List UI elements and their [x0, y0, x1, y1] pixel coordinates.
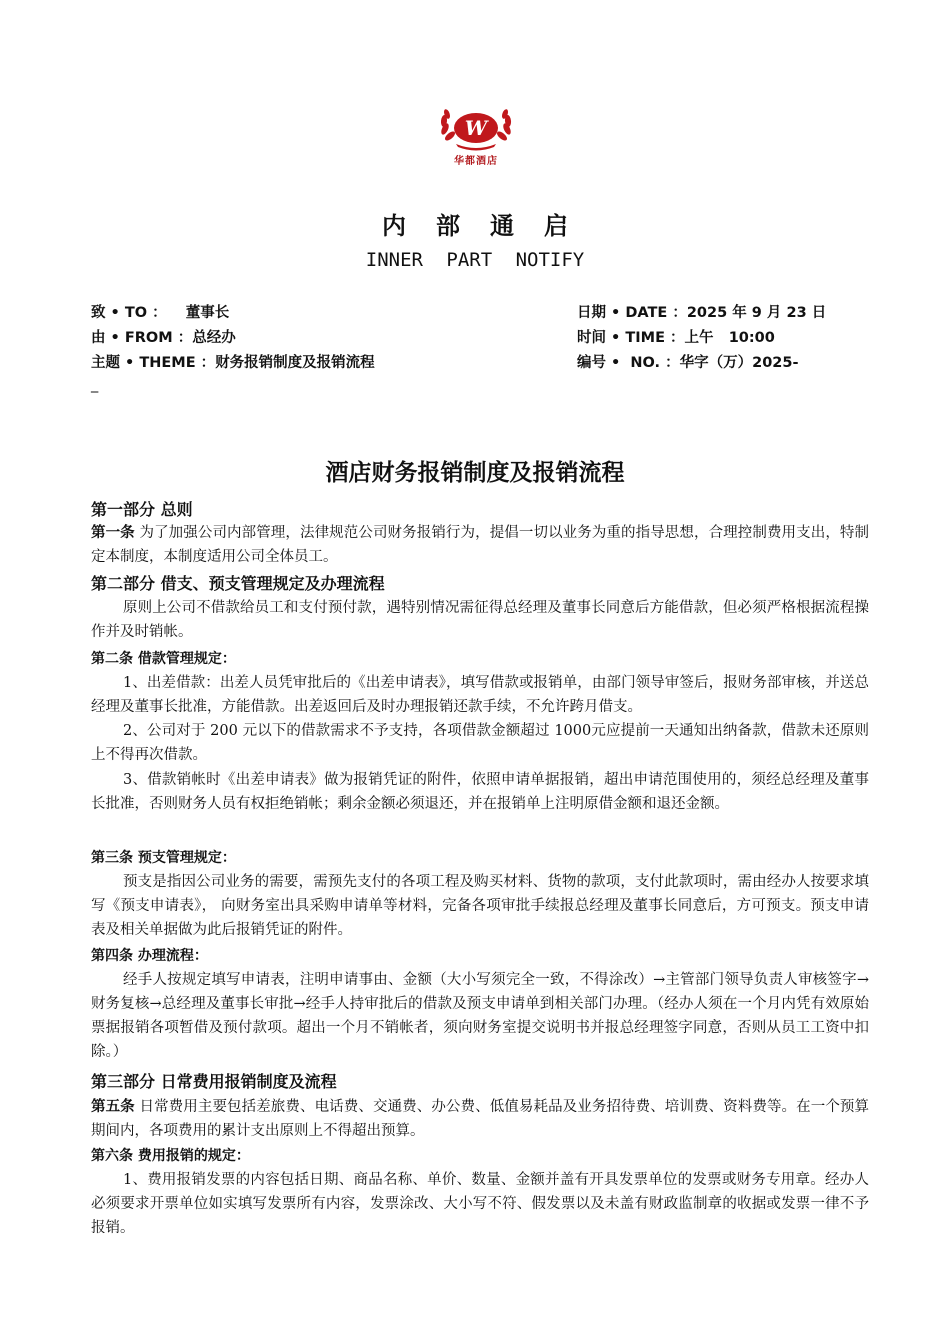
time-field: [577, 326, 775, 347]
number-value: 华字（万）2025-: [679, 355, 799, 371]
date-label: 日期 • DATE ：: [577, 305, 687, 321]
article5-text: 日常费用主要包括差旅费、电话费、交通费、办公费、低值易耗品及业务招待费、培训费、资料费等。在一个预算期间内，各项费用的累计支出原则上不得超出预算。: [91, 1099, 869, 1139]
article5-paragraph: [91, 1095, 869, 1143]
article3-text: 预支是指因公司业务的需要，需预先支付的各项工程及购买材料、货物的款项，支付此款项时，需由经办人按要求填写《预支申请表》， 向财务室出具采购申请单等材料，完备各项审批手续报总经理及董事长同意后，方可预支。预支申请表及相关单据做为此后报销凭证的附件。: [91, 874, 869, 938]
article4-heading: 第四条 办理流程：: [91, 948, 208, 964]
article5-label: 第五条: [91, 1099, 135, 1115]
notice-title-cn: 内部通启: [382, 211, 598, 240]
notice-title-en: INNER PART NOTIFY: [365, 249, 585, 271]
to-field: [91, 301, 229, 322]
from-label: 由 • FROM ：: [91, 330, 193, 346]
time-value: 上午 10:00: [684, 330, 775, 346]
date-value: 2025 年 9 月 23 日: [686, 305, 827, 321]
theme-label: 主题 • THEME ：: [91, 355, 216, 371]
article1-label: 第一条: [91, 525, 135, 541]
article1-paragraph: [91, 521, 869, 569]
laurel-logo-icon: [426, 106, 526, 154]
part3-heading: 第三部分 日常费用报销制度及流程: [91, 1072, 337, 1091]
number-field: [577, 351, 799, 372]
part2-heading: 第二部分 借支、预支管理规定及办理流程: [91, 574, 385, 593]
time-label: 时间 • TIME ：: [577, 330, 685, 346]
theme-value: 财务报销制度及报销流程: [215, 355, 375, 371]
article2-item2: 2、公司对于 200 元以下的借款需求不予支持，各项借款金额超过 1000元应提前一天通知出纳备款，借款未还原则上不得再次借款。: [91, 723, 869, 763]
from-value: 总经办: [192, 330, 236, 346]
theme-field: [91, 351, 375, 372]
article1-text: 为了加强公司内部管理，法律规范公司财务报销行为，提倡一切以业务为重的指导思想，合理控制费用支出，特制定本制度，本制度适用公司全体员工。: [91, 525, 869, 565]
document-title: 酒店财务报销制度及报销流程: [325, 460, 625, 486]
number-label: 编号 • NO. ：: [577, 355, 680, 371]
logo-monogram: W: [464, 116, 488, 140]
from-field: [91, 326, 236, 347]
part1-heading: 第一部分 总则: [91, 500, 193, 519]
part2-intro: 原则上公司不借款给员工和支付预付款，遇特别情况需征得总经理及董事长同意后方能借款，但必须严格根据流程操作并及时销帐。: [91, 600, 869, 640]
article2-heading: 第二条 借款管理规定：: [91, 651, 236, 667]
article6-item1: 1、费用报销发票的内容包括日期、商品名称、单价、数量、金额并盖有开具发票单位的发票或财务专用章。经办人必须要求开票单位如实填写发票所有内容，发票涂改、大小写不符、假发票以及未盖有财政监制章的收据或发票一律不予报销。: [91, 1172, 869, 1236]
logo-brand-text: 华都酒店: [454, 156, 498, 167]
underscore-mark: _: [91, 377, 99, 393]
article6-heading: 第六条 费用报销的规定：: [91, 1148, 250, 1164]
article3-heading: 第三条 预支管理规定：: [91, 850, 236, 866]
article2-item1: 1、出差借款：出差人员凭审批后的《出差申请表》，填写借款或报销单，由部门领导审签后，报财务部审核，并送总经理及董事长批准，方能借款。出差返回后及时办理报销还款手续，不允许跨月借支。: [91, 675, 869, 715]
date-field: [577, 301, 826, 322]
to-label: 致 • TO ：: [91, 305, 167, 321]
hotel-logo: [426, 106, 526, 168]
article4-text: 经手人按规定填写申请表，注明申请事由、金额（大小写须完全一致，不得涂改）→主管部门领导负责人审核签字→财务复核→总经理及董事长审批→经手人持审批后的借款及预支申请单到相关部门办理。（经办人须在一个月内凭有效原始票据报销各项暂借及预付款项。超出一个月不销帐者，须向财务室提交说明书并报总经理签字同意，否则从员工工资中扣除。）: [91, 972, 869, 1060]
to-value: 董事长: [185, 305, 230, 321]
article2-item3: 3、借款销帐时《出差申请表》做为报销凭证的附件，依照申请单据报销，超出申请范围使用的，须经总经理及董事长批准，否则财务人员有权拒绝销帐；剩余金额必须退还，并在报销单上注明原借金额和退还金额。: [91, 772, 869, 812]
